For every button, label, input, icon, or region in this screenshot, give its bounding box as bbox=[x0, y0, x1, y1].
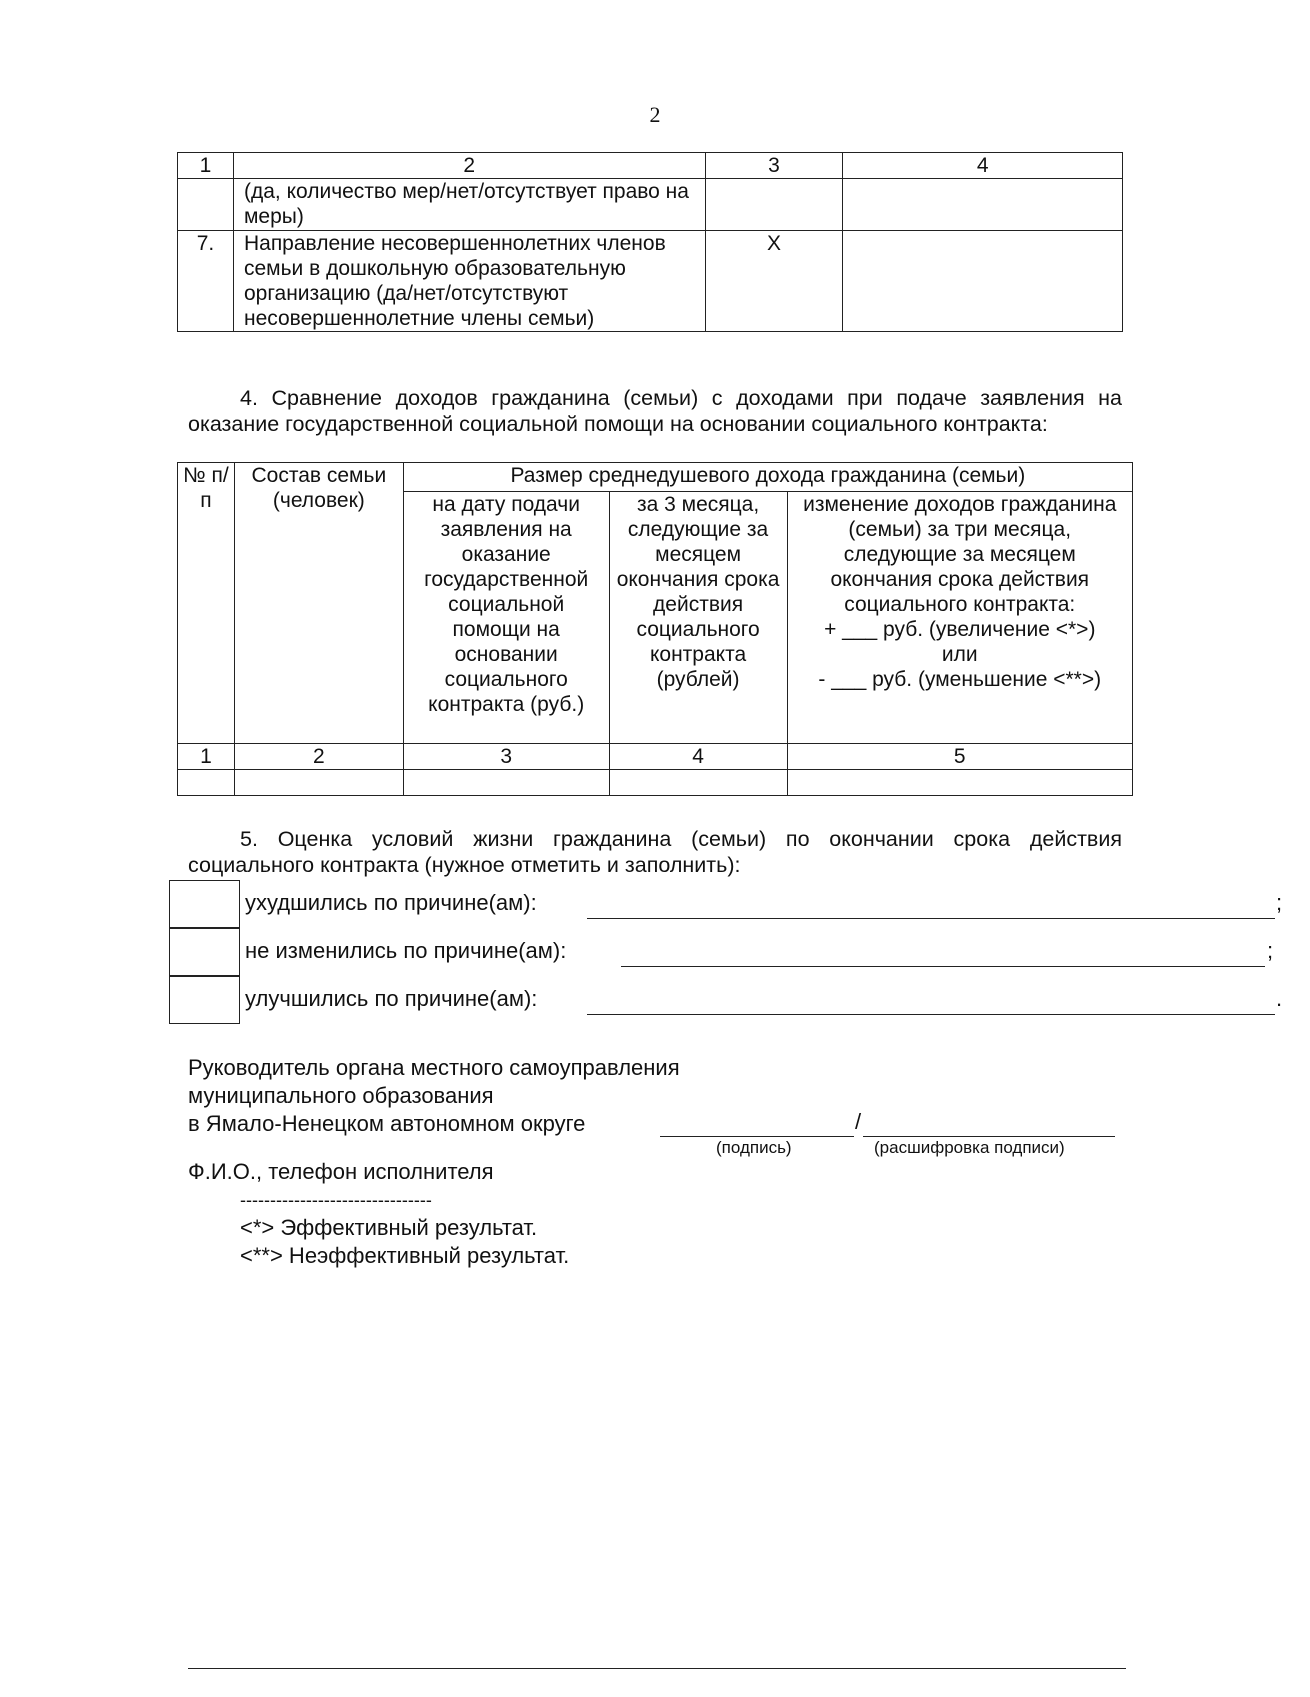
table-row bbox=[178, 770, 1133, 796]
empty-cell bbox=[234, 770, 403, 796]
option-unchanged bbox=[169, 928, 1274, 976]
option-punctuation: . bbox=[1276, 986, 1283, 1011]
table-header-row bbox=[178, 463, 1133, 492]
row-number bbox=[178, 179, 234, 231]
signature-title-line-3: в Ямало-Ненецком автономном округе bbox=[188, 1111, 586, 1136]
reason-input-line[interactable] bbox=[621, 928, 1265, 967]
signature-caption: (подпись) bbox=[716, 1138, 792, 1157]
col-header-group: Размер среднедушевого дохода гражданина (семьи) bbox=[403, 463, 1132, 492]
row-value bbox=[705, 179, 843, 231]
income-comparison-table bbox=[177, 462, 1133, 796]
column-number: 2 bbox=[234, 744, 403, 770]
col-header-at-date: на дату подачи заявления на оказание государственной социальной помощи на основании социального контракта (руб.) bbox=[403, 491, 609, 743]
option-label: улучшились по причине(ам): bbox=[245, 986, 538, 1011]
option-label: не изменились по причине(ам): bbox=[245, 938, 567, 963]
option-improved bbox=[169, 976, 1283, 1024]
col-header-change: изменение доходов гражданина (семьи) за три месяца, следующие за месяцем окончания срока действия социального контракта: + ___ руб. (увеличение <*>) или - ___ руб. (уменьшение <**>) bbox=[787, 491, 1132, 743]
row-value: Х bbox=[705, 231, 843, 332]
column-number: 3 bbox=[403, 744, 609, 770]
table-header-cell: 1 bbox=[178, 153, 234, 179]
column-number: 4 bbox=[609, 744, 787, 770]
signature-separator: / bbox=[855, 1109, 862, 1134]
empty-cell bbox=[178, 770, 235, 796]
footnote-rule: -------------------------------- bbox=[240, 1190, 432, 1210]
page-number: 2 bbox=[649, 102, 661, 127]
empty-cell bbox=[787, 770, 1132, 796]
table-header-cell: 4 bbox=[843, 153, 1123, 179]
empty-cell bbox=[403, 770, 609, 796]
table-row bbox=[178, 179, 1123, 231]
row-number: 7. bbox=[178, 231, 234, 332]
footnote-ineffective: <**> Неэффективный результат. bbox=[240, 1243, 570, 1268]
section-5-text: 5. Оценка условий жизни гражданина (семьи) по окончании срока действия социального контракта (нужное отметить и заполнить): bbox=[188, 827, 1122, 877]
table-header-row bbox=[178, 153, 1123, 179]
col-header-number: № п/п bbox=[178, 463, 235, 744]
column-number: 1 bbox=[178, 744, 235, 770]
executor-label: Ф.И.О., телефон исполнителя bbox=[188, 1159, 494, 1184]
signature-decode-caption: (расшифровка подписи) bbox=[874, 1138, 1065, 1157]
col-header-family: Состав семьи (человек) bbox=[234, 463, 403, 744]
table-header-cell: 3 bbox=[705, 153, 843, 179]
option-punctuation: ; bbox=[1276, 890, 1283, 915]
option-checkbox[interactable] bbox=[169, 928, 240, 976]
table-number-row bbox=[178, 744, 1133, 770]
empty-cell bbox=[609, 770, 787, 796]
option-worsened bbox=[169, 880, 1283, 928]
table-row bbox=[178, 231, 1123, 332]
row-value bbox=[843, 231, 1123, 332]
option-label: ухудшились по причине(ам): bbox=[245, 890, 537, 915]
option-checkbox[interactable] bbox=[169, 880, 240, 928]
row-text: (да, количество мер/нет/отсутствует право на меры) bbox=[233, 179, 705, 231]
section-4-text: 4. Сравнение доходов гражданина (семьи) с доходами при подаче заявления на оказание государственной социальной помощи на основании социального контракта: bbox=[188, 386, 1122, 436]
signature-decode-input-line[interactable] bbox=[863, 1114, 1115, 1137]
bottom-divider bbox=[188, 1668, 1126, 1669]
table-header-cell: 2 bbox=[233, 153, 705, 179]
footnote-effective: <*> Эффективный результат. bbox=[240, 1215, 538, 1240]
signature-title-line-1: Руководитель органа местного самоуправления bbox=[188, 1055, 680, 1080]
col-header-3-months: за 3 месяца, следующие за месяцем окончания срока действия социального контракта (рублей) bbox=[609, 491, 787, 743]
option-punctuation: ; bbox=[1267, 938, 1274, 963]
signature-title-line-2: муниципального образования bbox=[188, 1083, 494, 1108]
continuation-table bbox=[177, 152, 1123, 332]
column-number: 5 bbox=[787, 744, 1132, 770]
reason-input-line[interactable] bbox=[587, 880, 1275, 919]
row-text: Направление несовершеннолетних членов семьи в дошкольную образовательную организацию (да/нет/отсутствуют несовершеннолетние члены семьи) bbox=[233, 231, 705, 332]
option-checkbox[interactable] bbox=[169, 976, 240, 1024]
signature-input-line[interactable] bbox=[660, 1114, 854, 1137]
reason-input-line[interactable] bbox=[587, 976, 1275, 1015]
row-value bbox=[843, 179, 1123, 231]
